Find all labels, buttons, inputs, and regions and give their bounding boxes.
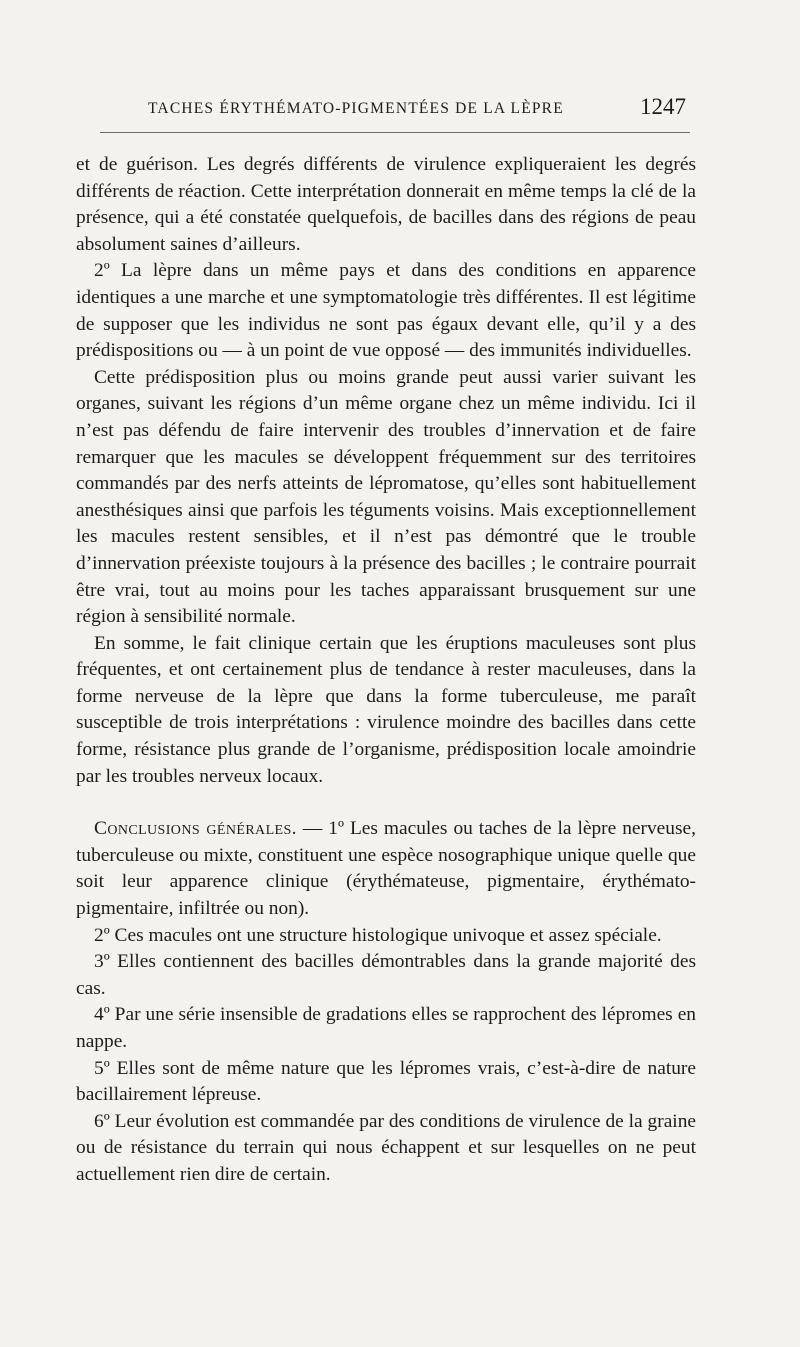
page-number: 1247 <box>640 94 686 119</box>
conclusion-5: 5º Elles sont de même nature que les lépromes vrais, c’est-à-dire de nature bacillairement lépreuse. <box>76 1057 696 1106</box>
conclusion-4: 4º Par une série insensible de gradations elles se rapprochent des lépromes en nappe. <box>76 1004 696 1052</box>
conclusion-1: — 1º Les macules ou taches de la lèpre nerveuse, tuberculeuse ou mixte, constituent une espèce nosographique unique quelle que soit leur apparence clinique (érythémateuse, pigmentaire, érythémato-pigmentaire, infiltrée ou non). <box>76 818 696 920</box>
conclusion-3: 3º Elles contiennent des bacilles démontrables dans la grande majorité des cas. <box>76 951 696 999</box>
conclusion-2: 2º Ces macules ont une structure histologique univoque et assez spéciale. <box>94 924 662 946</box>
section-gap <box>76 790 696 816</box>
paragraph-3: Cette prédisposition plus ou moins grande peut aussi varier suivant les organes, suivant les régions d’un même organe chez un même individu. Ici il n’est pas défendu de faire intervenir des troubles d’innervation et de faire remarquer que les macules se développent fréquemment sur des territoires commandés par des nerfs atteints de lépromatose, qu’elles sont habituellement anesthésiques ainsi que parfois les téguments voisins. Mais exceptionnellement les macules restent sensibles, et il n’est pas démontré que le trouble d’innervation préexiste toujours à la présence des bacilles ; le contraire pourrait être vrai, tout au moins pour les taches apparaissant brusquement sur une région à sensibilité normale. <box>76 366 696 628</box>
paragraph-2: 2º La lèpre dans un même pays et dans des conditions en apparence identiques a une marche et une symptomatologie très différentes. Il est légitime de supposer que les individus ne sont pas égaux devant elle, qu’il y a des prédispositions ou — à un point de vue opposé — des immunités individuelles. <box>76 260 696 362</box>
page-body <box>76 152 696 1189</box>
conclusions-heading: Conclusions générales. <box>94 818 297 840</box>
paragraph-1: et de guérison. Les degrés différents de virulence expliqueraient les degrés différents de réaction. Cette interprétation donnerait en même temps la clé de la présence, qui a été constatée quelquefois, de bacilles dans des régions de peau absolument saines d’ailleurs. <box>76 154 696 255</box>
paragraph-4: En somme, le fait clinique certain que les éruptions maculeuses sont plus fréquentes, et ont certainement plus de tendance à rester maculeuses, dans la forme nerveuse de la lèpre que dans la forme tuberculeuse, me paraît susceptible de trois interprétations : virulence moindre des bacilles dans cette forme, résistance plus grande de l’organisme, prédisposition locale amoindrie par les troubles nerveux locaux. <box>76 632 696 787</box>
running-title: TACHES ÉRYTHÉMATO-PIGMENTÉES DE LA LÈPRE <box>148 100 564 117</box>
conclusion-6: 6º Leur évolution est commandée par des conditions de virulence de la graine ou de résistance du terrain qui nous échappent et sur lesquelles on ne peut actuellement rien dire de certain. <box>76 1110 696 1185</box>
running-header <box>76 92 696 122</box>
conclusions-paragraph-1 <box>76 816 696 922</box>
header-rule <box>100 132 690 133</box>
